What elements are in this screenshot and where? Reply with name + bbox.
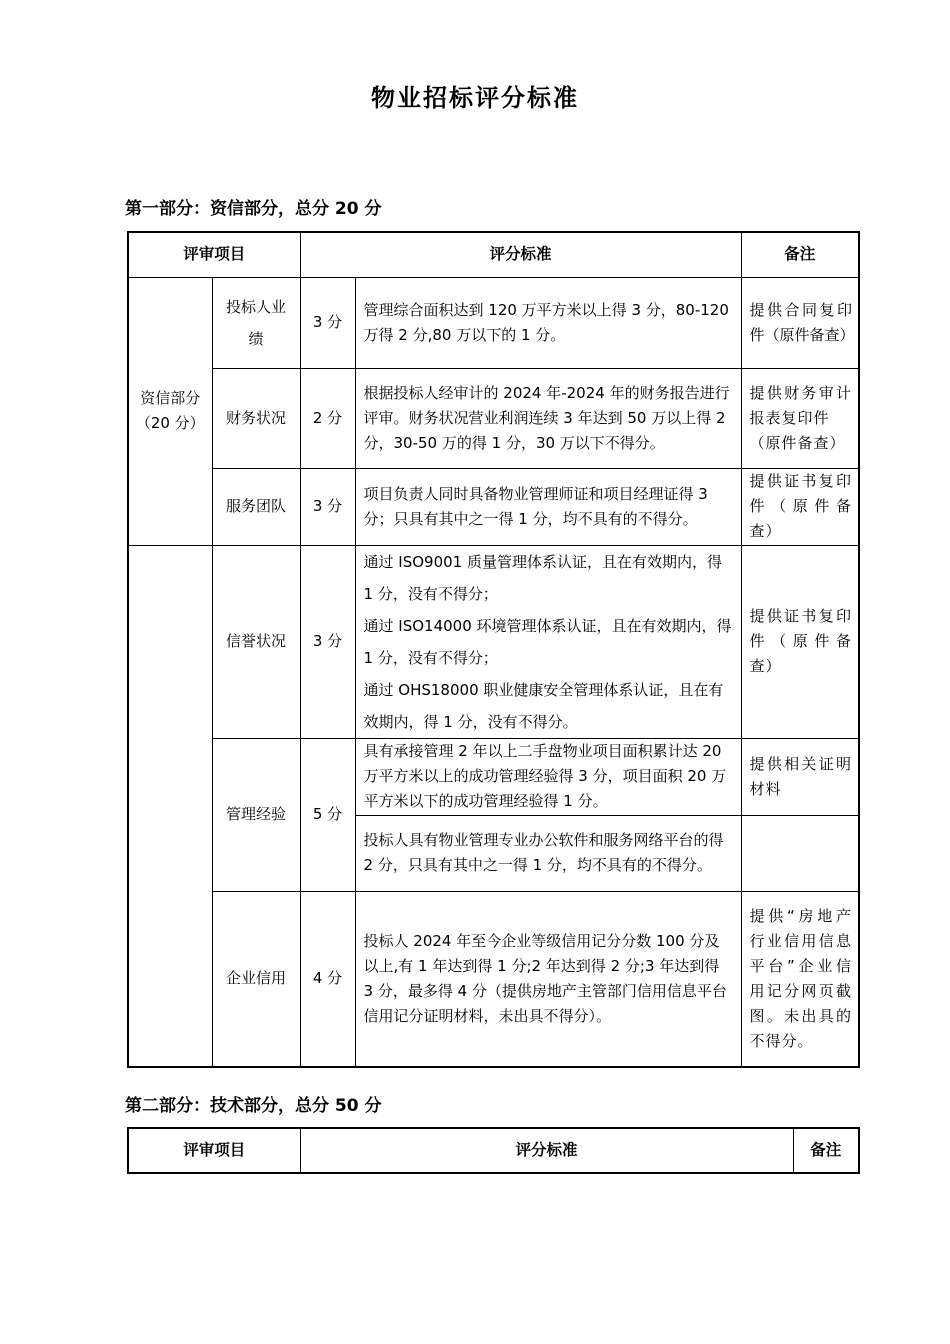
section-heading-part2: 第二部分：技术部分，总分 50 分 <box>125 1096 382 1116</box>
score-table-part2 <box>127 1127 860 1174</box>
standard-text: 项目负责人同时具备物业管理师证和项目经理证得 3 分；只具有其中之一得 1 分，均不具有的不得分。 <box>355 468 741 545</box>
table-row <box>128 738 859 815</box>
note-text: 提供证书复印件（原件备查） <box>741 468 859 545</box>
standard-text: 投标人 2024 年至今企业等级信用记分分数 100 分及以上,有 1 年达到得 1 分;2 年达到得 2 分;3 年达到得 3 分，最多得 4 分（提供房地产主管部门信用信息平台信用记分证明材料，未出具不得分）。 <box>355 891 741 1067</box>
item-label: 财务状况 <box>212 368 300 468</box>
score-value: 2 分 <box>300 368 355 468</box>
header-standard: 评分标准 <box>300 1128 793 1173</box>
table-row <box>128 368 859 468</box>
score-value: 3 分 <box>300 468 355 545</box>
item-label: 管理经验 <box>212 738 300 891</box>
header-item: 评审项目 <box>128 232 300 277</box>
note-text: 提供财务审计报表复印件 （原件备查） <box>741 368 859 468</box>
item-label: 信誉状况 <box>212 545 300 738</box>
score-table-part1 <box>127 231 860 1068</box>
table-row <box>128 468 859 545</box>
header-note: 备注 <box>741 232 859 277</box>
note-text <box>741 815 859 891</box>
table-header-row <box>128 1128 859 1173</box>
header-note: 备注 <box>793 1128 859 1173</box>
score-value: 3 分 <box>300 545 355 738</box>
section-heading-part1: 第一部分：资信部分，总分 20 分 <box>125 199 382 219</box>
standard-text: 管理综合面积达到 120 万平方米以上得 3 分，80-120 万得 2 分,80 万以下的 1 分。 <box>355 277 741 368</box>
table-header-row <box>128 232 859 277</box>
note-text: 提供“房地产行业信用信息平台”企业信用记分网页截图。未出具的不得分。 <box>741 891 859 1067</box>
standard-text: 具有承接管理 2 年以上二手盘物业项目面积累计达 20 万平方米以上的成功管理经验得 3 分，项目面积 20 万平方米以下的成功管理经验得 1 分。 <box>355 738 741 815</box>
group-label: 资信部分 （20 分） <box>128 277 212 545</box>
score-value: 4 分 <box>300 891 355 1067</box>
item-label: 企业信用 <box>212 891 300 1067</box>
item-label: 投标人业 绩 <box>212 277 300 368</box>
standard-text: 通过 ISO9001 质量管理体系认证，且在有效期内，得 1 分，没有不得分； 通过 ISO14000 环境管理体系认证，且在有效期内，得 1 分，没有不得分； 通过 OHS18000 职业健康安全管理体系认证，且在有效期内，得 1 分，没有不得分。 <box>355 545 741 738</box>
item-label: 服务团队 <box>212 468 300 545</box>
note-text: 提供证书复印件（原件备查） <box>741 545 859 738</box>
table-row <box>128 545 859 738</box>
note-text: 提供相关证明材料 <box>741 738 859 815</box>
header-item: 评审项目 <box>128 1128 300 1173</box>
score-value: 5 分 <box>300 738 355 891</box>
note-text: 提供合同复印件（原件备查） <box>741 277 859 368</box>
document-title: 物业招标评分标准 <box>371 83 579 112</box>
table-row <box>128 891 859 1067</box>
table-row <box>128 277 859 368</box>
score-value: 3 分 <box>300 277 355 368</box>
group-label-blank <box>128 545 212 1067</box>
standard-text: 投标人具有物业管理专业办公软件和服务网络平台的得 2 分，只具有其中之一得 1 分，均不具有的不得分。 <box>355 815 741 891</box>
header-standard: 评分标准 <box>300 232 741 277</box>
standard-text: 根据投标人经审计的 2024 年-2024 年的财务报告进行评审。财务状况营业利润连续 3 年达到 50 万以上得 2 分，30-50 万的得 1 分，30 万以下不得分。 <box>355 368 741 468</box>
